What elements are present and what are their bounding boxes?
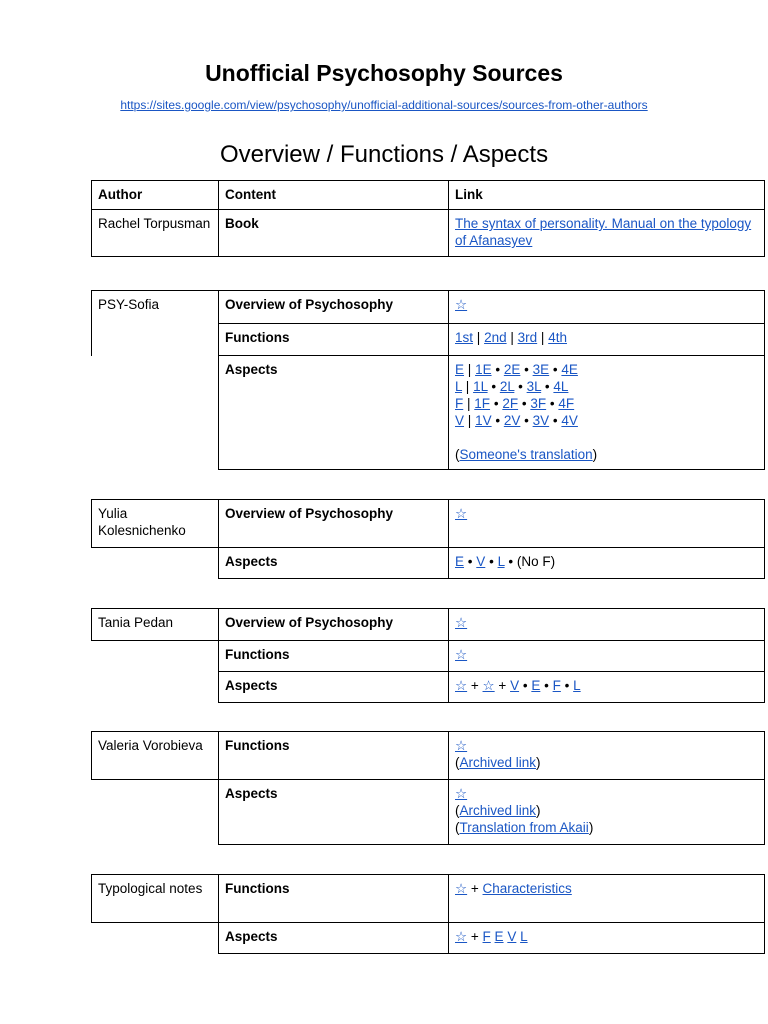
aspect-link-2l[interactable]: 2L bbox=[499, 379, 515, 394]
link-cell bbox=[449, 500, 765, 548]
function-link-1st[interactable]: 1st bbox=[455, 330, 474, 345]
overview-star-link[interactable]: ☆ bbox=[455, 297, 468, 312]
aspect-row-v bbox=[455, 412, 758, 429]
aspect-row-l bbox=[455, 378, 758, 395]
aspect-link-1l[interactable]: 1L bbox=[473, 379, 488, 394]
dot: • bbox=[467, 554, 473, 569]
aspects-links bbox=[449, 672, 765, 703]
author-typological-notes: Typological notes bbox=[92, 875, 219, 923]
separator: | bbox=[467, 362, 472, 377]
aspect-link-3e[interactable]: 3E bbox=[532, 362, 550, 377]
aspects-star-link[interactable]: ☆ bbox=[455, 786, 468, 801]
separator: | bbox=[476, 330, 481, 345]
empty-author-cell bbox=[92, 641, 219, 672]
dot: • bbox=[495, 413, 501, 428]
aspect-link-4e[interactable]: 4E bbox=[561, 362, 578, 377]
dot: • bbox=[493, 396, 499, 411]
content-overview: Overview of Psychosophy bbox=[219, 500, 449, 548]
header-link: Link bbox=[449, 181, 765, 210]
empty-author-cell bbox=[92, 356, 219, 470]
author-rachel: Rachel Torpusman bbox=[92, 210, 219, 257]
content-functions: Functions bbox=[219, 324, 449, 356]
overview-star-link[interactable]: ☆ bbox=[455, 506, 468, 521]
author-valeria: Valeria Vorobieva bbox=[92, 732, 219, 780]
tania-table bbox=[91, 608, 765, 703]
function-link-2nd[interactable]: 2nd bbox=[484, 330, 507, 345]
dot: • bbox=[524, 362, 529, 377]
plus: + bbox=[470, 678, 479, 693]
aspects-links: ☆ (Archived link) (Translation from Akaii) bbox=[449, 780, 765, 845]
empty-author-cell bbox=[92, 672, 219, 703]
aspect-link-4f[interactable]: 4F bbox=[558, 396, 575, 411]
dot: • bbox=[524, 413, 529, 428]
aspect-link-1v[interactable]: 1V bbox=[475, 413, 492, 428]
psy-sofia-table bbox=[91, 290, 765, 470]
aspect-link-e[interactable]: E bbox=[455, 362, 465, 377]
content-aspects: Aspects bbox=[219, 672, 449, 703]
aspect-link-4l[interactable]: 4L bbox=[553, 379, 569, 394]
aspect-link-3v[interactable]: 3V bbox=[532, 413, 550, 428]
translation-row: (Someone's translation) bbox=[455, 447, 598, 462]
dot: • bbox=[564, 678, 570, 693]
no-f-note: (No F) bbox=[516, 554, 556, 569]
content-overview: Overview of Psychosophy bbox=[219, 609, 449, 641]
function-link-4th[interactable]: 4th bbox=[548, 330, 567, 345]
function-link-3rd[interactable]: 3rd bbox=[517, 330, 538, 345]
content-book: Book bbox=[219, 210, 449, 257]
plus: + bbox=[498, 678, 507, 693]
dot: • bbox=[549, 396, 555, 411]
book-link[interactable]: The syntax of personality. Manual on the typology of Afanasyev bbox=[455, 216, 752, 248]
aspect-link-e[interactable]: E bbox=[531, 678, 541, 693]
content-overview: Overview of Psychosophy bbox=[219, 291, 449, 324]
aspect-link-f[interactable]: F bbox=[552, 678, 561, 693]
aspects-star-link[interactable]: ☆ bbox=[455, 929, 468, 944]
rachel-table bbox=[91, 180, 765, 257]
plus: + bbox=[470, 881, 479, 896]
aspect-link-2f[interactable]: 2F bbox=[502, 396, 519, 411]
aspect-link-v[interactable]: V bbox=[455, 413, 465, 428]
aspect-link-l[interactable]: L bbox=[520, 929, 528, 944]
aspect-link-l[interactable]: L bbox=[573, 678, 581, 693]
functions-links bbox=[449, 324, 765, 356]
dot: • bbox=[544, 379, 550, 394]
dot: • bbox=[544, 678, 549, 693]
aspect-link-1f[interactable]: 1F bbox=[474, 396, 491, 411]
aspect-link-v[interactable]: V bbox=[476, 554, 486, 569]
source-url-link[interactable]: https://sites.google.com/view/psychosophy/unofficial-additional-sources/sources-from-other-authors bbox=[120, 98, 648, 112]
typological-notes-table bbox=[91, 874, 765, 954]
overview-star-link[interactable]: ☆ bbox=[455, 615, 468, 630]
archived-link[interactable]: Archived link bbox=[459, 803, 537, 818]
yulia-table bbox=[91, 499, 765, 579]
functions-star-link[interactable]: ☆ bbox=[455, 647, 468, 662]
aspect-link-2e[interactable]: 2E bbox=[503, 362, 521, 377]
aspect-link-v[interactable]: V bbox=[510, 678, 520, 693]
dot: • bbox=[491, 379, 497, 394]
functions-star-link[interactable]: ☆ bbox=[455, 738, 468, 753]
header-content: Content bbox=[219, 181, 449, 210]
aspect-row-f bbox=[455, 395, 758, 412]
functions-links: ☆ (Archived link) bbox=[449, 732, 765, 780]
aspect-link-1e[interactable]: 1E bbox=[475, 362, 492, 377]
aspect-link-3l[interactable]: 3L bbox=[526, 379, 542, 394]
content-functions: Functions bbox=[219, 641, 449, 672]
aspects-links bbox=[449, 356, 765, 470]
plus: + bbox=[470, 929, 479, 944]
empty-author-cell bbox=[92, 324, 219, 356]
header-author: Author bbox=[92, 181, 219, 210]
dot: • bbox=[522, 678, 528, 693]
section-heading: Overview / Functions / Aspects bbox=[219, 141, 549, 168]
aspect-link-4v[interactable]: 4V bbox=[561, 413, 578, 428]
aspects-links bbox=[449, 548, 765, 579]
link-cell bbox=[449, 291, 765, 324]
characteristics-link[interactable]: Characteristics bbox=[482, 881, 572, 896]
document-title: Unofficial Psychosophy Sources bbox=[205, 60, 563, 86]
dot: • bbox=[552, 413, 558, 428]
separator: | bbox=[467, 413, 472, 428]
separator: | bbox=[510, 330, 514, 345]
aspect-link-f[interactable]: F bbox=[455, 396, 464, 411]
source-url-container bbox=[0, 98, 768, 112]
aspect-link-f[interactable]: F bbox=[482, 929, 491, 944]
aspects-links bbox=[449, 923, 765, 954]
archived-link[interactable]: Archived link bbox=[459, 755, 537, 770]
content-functions: Functions bbox=[219, 875, 449, 923]
aspect-row-e bbox=[455, 361, 758, 378]
link-cell bbox=[449, 609, 765, 641]
link-cell bbox=[449, 210, 765, 257]
dot: • bbox=[495, 362, 501, 377]
separator: | bbox=[467, 396, 471, 411]
dot: • bbox=[508, 554, 514, 569]
dot: • bbox=[521, 396, 527, 411]
valeria-table bbox=[91, 731, 765, 845]
content-aspects: Aspects bbox=[219, 356, 449, 470]
aspects-star-link-1[interactable]: ☆ bbox=[455, 678, 468, 693]
link-cell bbox=[449, 641, 765, 672]
author-yulia: Yulia Kolesnichenko bbox=[92, 500, 219, 548]
functions-star-link[interactable]: ☆ bbox=[455, 881, 468, 896]
aspect-link-3f[interactable]: 3F bbox=[530, 396, 547, 411]
author-tania: Tania Pedan bbox=[92, 609, 219, 641]
content-aspects: Aspects bbox=[219, 923, 449, 954]
empty-author-cell bbox=[92, 923, 219, 954]
aspect-link-e[interactable]: E bbox=[494, 929, 504, 944]
aspects-star-link-2[interactable]: ☆ bbox=[482, 678, 495, 693]
content-aspects: Aspects bbox=[219, 780, 449, 845]
aspect-link-2v[interactable]: 2V bbox=[503, 413, 521, 428]
dot: • bbox=[518, 379, 523, 394]
translation-link[interactable]: Translation from Akaii bbox=[459, 820, 589, 835]
aspect-link-v[interactable]: V bbox=[507, 929, 517, 944]
functions-links bbox=[449, 875, 765, 923]
content-aspects: Aspects bbox=[219, 548, 449, 579]
separator: | bbox=[465, 379, 470, 394]
content-functions: Functions bbox=[219, 732, 449, 780]
translation-link[interactable]: Someone's translation bbox=[459, 447, 593, 462]
aspect-link-l[interactable]: L bbox=[497, 554, 505, 569]
aspect-link-l[interactable]: L bbox=[455, 379, 463, 394]
dot: • bbox=[489, 554, 494, 569]
dot: • bbox=[552, 362, 558, 377]
author-psy-sofia: PSY-Sofia bbox=[92, 291, 219, 324]
separator: | bbox=[540, 330, 545, 345]
empty-author-cell bbox=[92, 780, 219, 845]
aspect-link-e[interactable]: E bbox=[455, 554, 465, 569]
empty-author-cell bbox=[92, 548, 219, 579]
